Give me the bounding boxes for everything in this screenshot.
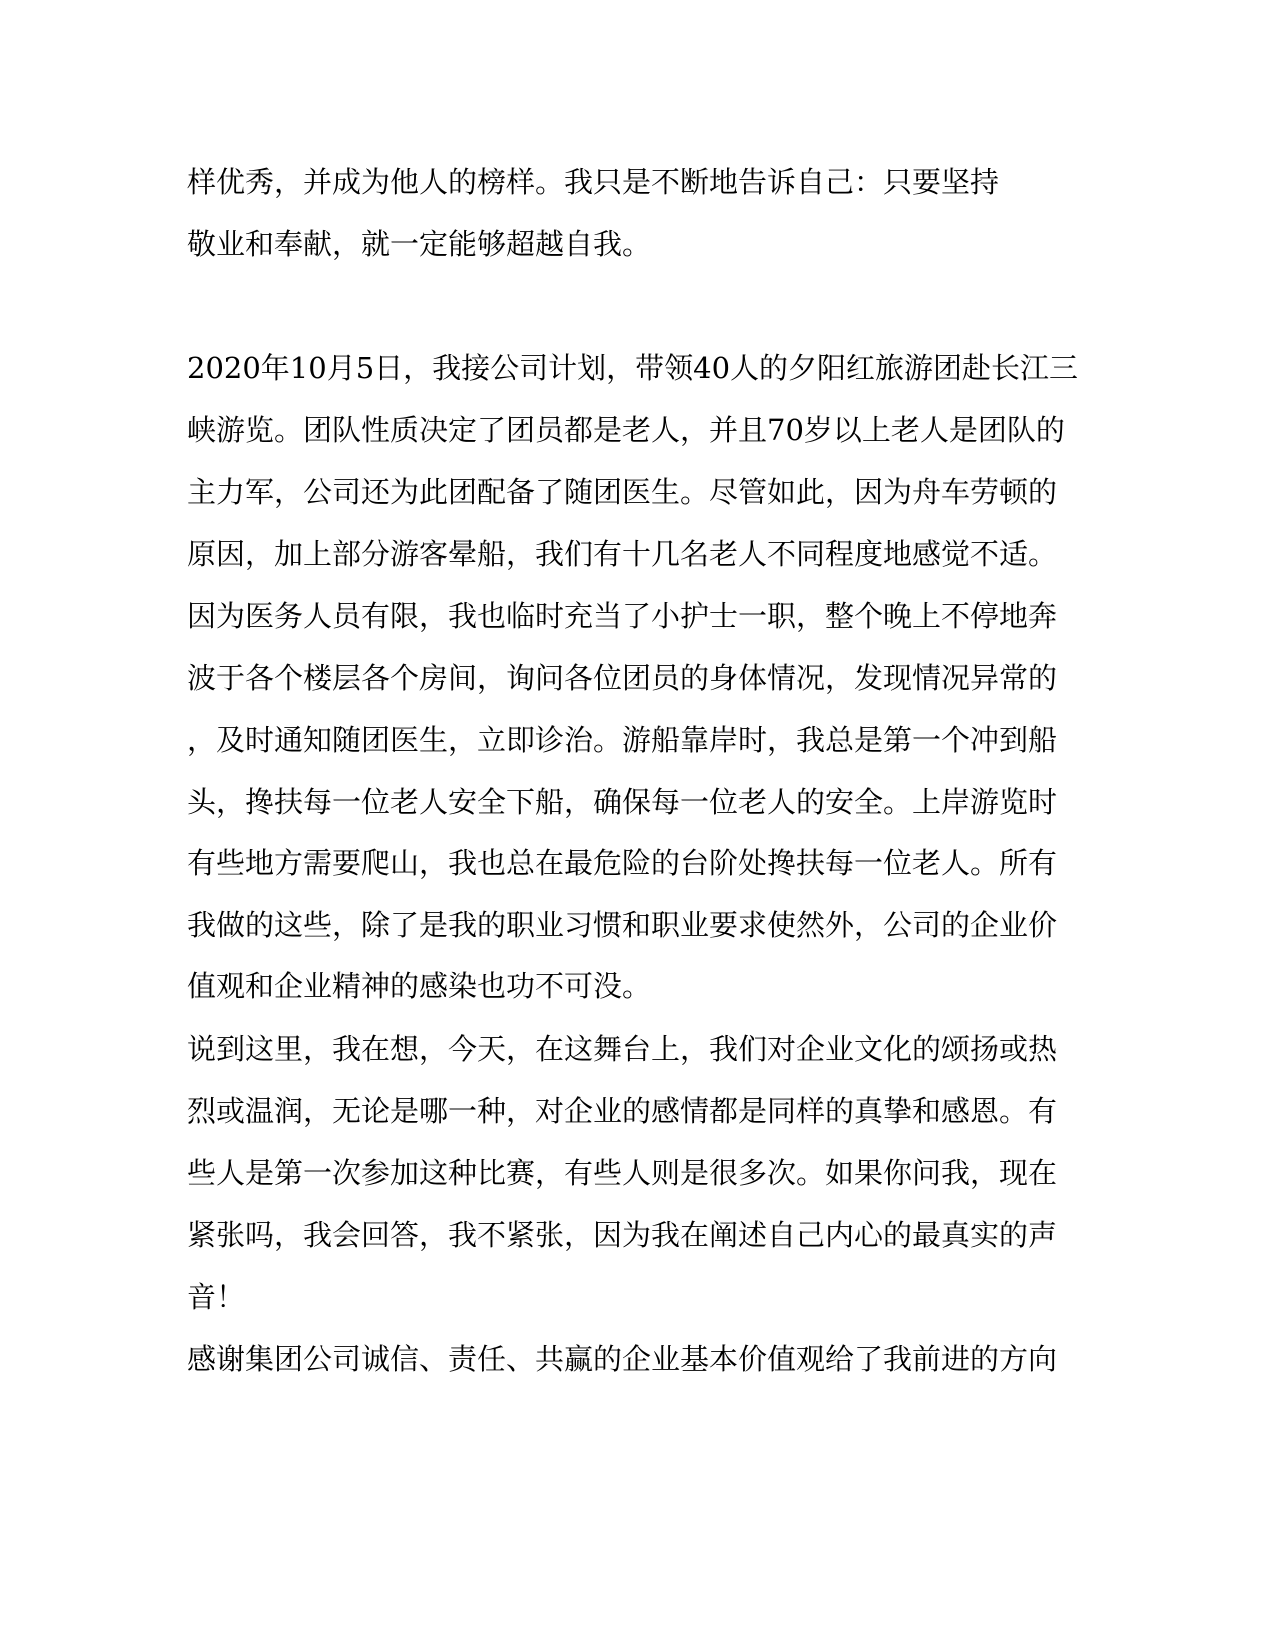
text-line: 原因，加上部分游客晕船，我们有十几名老人不同程度地感觉不适。 [187, 537, 1058, 571]
text-line: 紧张吗，我会回答，我不紧张，因为我在阐述自己内心的最真实的声 [187, 1218, 1058, 1252]
text-line: 音！ [187, 1280, 246, 1314]
text-line: 样优秀，并成为他人的榜样。我只是不断地告诉自己：只要坚持 [187, 165, 1000, 199]
text-line: 些人是第一次参加这种比赛，有些人则是很多次。如果你问我，现在 [187, 1156, 1058, 1190]
text-line: 因为医务人员有限，我也临时充当了小护士一职，整个晚上不停地奔 [187, 599, 1058, 633]
text-line: 2020年10月5日，我接公司计划，带领40人的夕阳红旅游团赴长江三 [187, 351, 1079, 385]
text-line: 头，搀扶每一位老人安全下船，确保每一位老人的安全。上岸游览时 [187, 785, 1058, 819]
text-line: 有些地方需要爬山，我也总在最危险的台阶处搀扶每一位老人。所有 [187, 846, 1058, 880]
text-line: 峡游览。团队性质决定了团员都是老人，并且70岁以上老人是团队的 [187, 413, 1065, 447]
text-line: 说到这里，我在想，今天，在这舞台上，我们对企业文化的颂扬或热 [187, 1032, 1058, 1066]
text-line: 烈或温润，无论是哪一种，对企业的感情都是同样的真挚和感恩。有 [187, 1094, 1058, 1128]
text-line: 敬业和奉献，就一定能够超越自我。 [187, 227, 652, 261]
text-line: 波于各个楼层各个房间，询问各位团员的身体情况，发现情况异常的 [187, 661, 1058, 695]
text-line: 我做的这些，除了是我的职业习惯和职业要求使然外，公司的企业价 [187, 908, 1058, 942]
text-line: 感谢集团公司诚信、责任、共赢的企业基本价值观给了我前进的方向 [187, 1342, 1058, 1376]
text-line: 主力军，公司还为此团配备了随团医生。尽管如此，因为舟车劳顿的 [187, 475, 1058, 509]
text-line: ，及时通知随团医生，立即诊治。游船靠岸时，我总是第一个冲到船 [187, 723, 1058, 757]
text-line: 值观和企业精神的感染也功不可没。 [187, 969, 652, 1003]
